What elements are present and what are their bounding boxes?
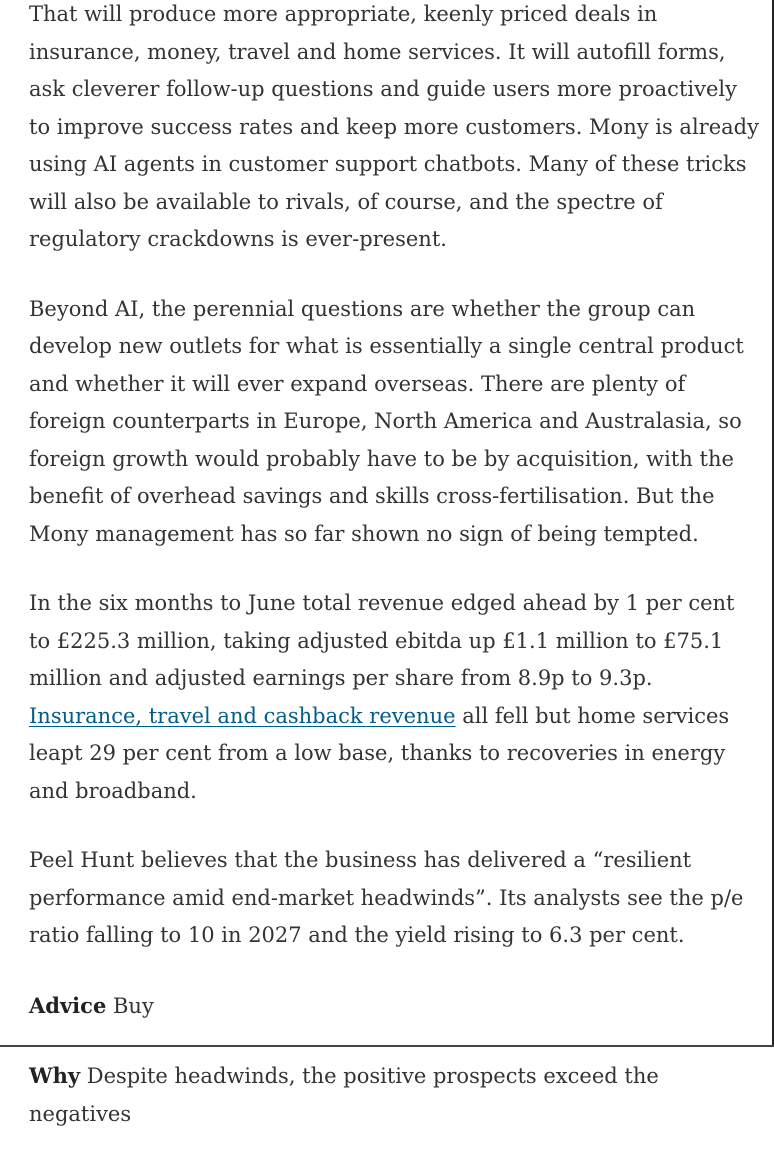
why-value: Despite headwinds, the positive prospects exceed the negatives [29,1064,659,1126]
article-body [29,0,759,1165]
advice-label: Advice [29,992,107,1018]
results-text-continued: all fell but home services leapt 29 per cent from a low base, thanks to recoveries in energy and broadband. [29,703,730,803]
advice-line [29,987,759,1026]
why-label: Why [29,1063,81,1088]
advice-value: Buy [106,993,154,1018]
revenue-link[interactable]: Insurance, travel and cashback revenue [29,703,456,728]
analyst-paragraph: Peel Hunt believes that the business has delivered a “resilient performance amid end-market headwinds”. Its analysts see the p/e ratio falling to 10 in 2027 and the yield rising to 6.3 per cent. [29,848,744,947]
article-paragraph: Beyond AI, the perennial questions are whether the group can develop new outlets for what is essentially a single central product and whether it will ever expand overseas. There are plenty of foreign counterparts in Europe, North America and Australasia, so foreign growth would probably have to be by acquisition, with the benefit of overhead savings and skills cross-fertilisation. But the Mony management has so far shown no sign of being tempted. [29,296,744,546]
why-line [29,1057,759,1133]
results-text: In the six months to June total revenue edged ahead by 1 per cent to £225.3 million, taking adjusted ebitda up £1.1 million to £75.1 million and adjusted earnings per share from 8.9p to 9.3p. [29,591,735,690]
results-paragraph [29,585,759,810]
article-paragraph: That will produce more appropriate, keenly priced deals in insurance, money, travel and home services. It will autofill forms, ask cleverer follow-up questions and guide users more proactively to improve success rates and keep more customers. Mony is already using AI agents in customer support chatbots. Many of these tricks will also be available to rivals, of course, and the spectre of regulatory crackdowns is ever-present. [29,2,759,251]
